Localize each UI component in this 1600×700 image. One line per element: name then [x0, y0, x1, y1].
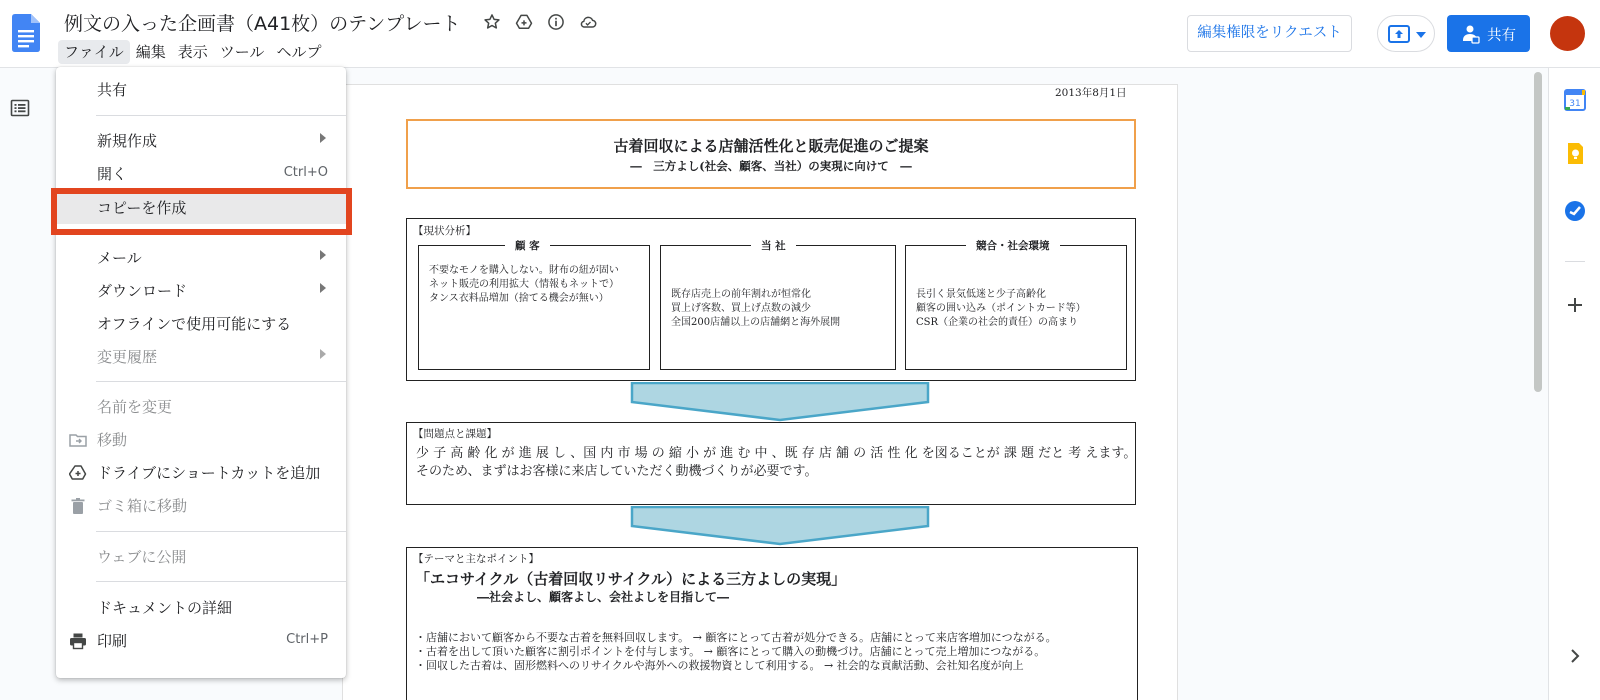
column-label: 競合・社会環境	[966, 238, 1060, 253]
column-line: 全国200店舗以上の店舗網と海外展開	[671, 317, 841, 328]
column-line: 顧客の囲い込み（ポイントカード等）	[916, 303, 1086, 314]
menu-item-version-history[interactable]: 変更履歴	[56, 340, 346, 373]
trash-icon	[69, 497, 87, 515]
menu-item-offline[interactable]: オフラインで使用可能にする	[97, 315, 292, 333]
menu-separator	[96, 531, 346, 532]
competition-column	[905, 240, 1127, 370]
theme-heading: 【テーマと主なポイント】	[413, 553, 539, 565]
keep-icon[interactable]	[1563, 142, 1587, 166]
header	[0, 0, 1600, 68]
theme-title: 「エコサイクル（古着回収リサイクル）による三方よしの実現」	[415, 570, 847, 588]
menu-separator	[96, 115, 346, 116]
column-line: 長引く景気低迷と少子高齢化	[916, 289, 1046, 300]
flow-arrow-icon	[630, 506, 930, 546]
proposal-title-box	[406, 119, 1136, 189]
file-menu	[56, 67, 346, 678]
add-addon-icon[interactable]	[1563, 293, 1587, 317]
menu-view[interactable]: 表示	[177, 43, 208, 61]
menu-item-make-copy[interactable]: コピーを作成	[56, 191, 346, 224]
account-avatar[interactable]	[1550, 16, 1585, 51]
menu-item-email[interactable]: メール	[56, 241, 346, 274]
column-line: タンス衣料品増加（捨てる機会が無い）	[429, 293, 609, 304]
theme-subtitle: ―社会よし、顧客よし、会社よしを目指して―	[477, 590, 730, 604]
side-panel-divider	[1565, 261, 1585, 262]
menu-item-publish[interactable]: ウェブに公開	[97, 548, 187, 566]
submenu-arrow-icon	[320, 133, 326, 143]
move-folder-icon	[69, 431, 87, 449]
proposal-title: 古着回収による店舗活性化と販売促進のご提案	[613, 137, 929, 155]
menu-edit[interactable]: 編集	[135, 43, 166, 61]
analysis-heading: 【現状分析】	[413, 225, 476, 237]
present-icon	[1388, 25, 1410, 43]
scrollbar-thumb[interactable]	[1534, 72, 1542, 392]
menu-item-add-shortcut[interactable]: ドライブにショートカットを追加	[56, 456, 346, 489]
svg-text:31: 31	[1569, 99, 1581, 109]
menu-separator	[96, 381, 346, 382]
star-icon[interactable]	[482, 12, 502, 32]
theme-section	[406, 547, 1138, 700]
menu-item-details[interactable]: ドキュメントの詳細	[97, 599, 233, 617]
chevron-right-icon[interactable]	[1563, 644, 1587, 668]
proposal-subtitle: ― 三方よし(社会、顧客、当社）の実現に向けて ―	[630, 159, 912, 173]
make-copy-highlight-frame	[51, 188, 352, 235]
problem-heading: 【問題点と課題】	[413, 428, 497, 440]
menu-item-new[interactable]: 新規作成	[56, 124, 346, 157]
side-panel	[1548, 68, 1600, 700]
problem-section	[406, 422, 1136, 505]
cloud-saved-icon[interactable]	[578, 12, 598, 32]
menu-item-download[interactable]: ダウンロード	[56, 274, 346, 307]
column-line: ネット販売の利用拡大（情報もネットで）	[429, 279, 619, 290]
move-to-drive-icon[interactable]	[514, 12, 534, 32]
theme-bullet: ・古着を出して頂いた顧客に割引ポイントを付与します。 → 顧客にとって購入の動機づけ。店舗にとって売上増加につながる。	[415, 645, 1046, 658]
menu-help[interactable]: ヘルプ	[276, 43, 322, 61]
info-icon[interactable]	[546, 12, 566, 32]
menu-item-print[interactable]: 印刷 Ctrl+P	[56, 624, 346, 657]
menu-item-move[interactable]: 移動	[56, 423, 346, 456]
menu-item-trash[interactable]: ゴミ箱に移動	[56, 489, 346, 522]
document-page[interactable]	[342, 84, 1178, 700]
menu-separator	[96, 581, 346, 582]
column-line: 不要なモノを購入しない。財布の紐が固い	[429, 265, 619, 276]
column-line: 既存店売上の前年割れが恒常化	[671, 289, 811, 300]
column-line: 買上げ客数、買上げ点数の減少	[671, 303, 811, 314]
theme-bullet: ・回収した古着は、固形燃料へのリサイクルや海外への救援物資として利用する。 → 社会的な貢献活動、会社知名度が向上	[415, 659, 1024, 672]
menu-tools[interactable]: ツール	[219, 43, 265, 61]
menu-item-open[interactable]: 開く Ctrl+O	[97, 165, 328, 183]
present-button[interactable]	[1377, 15, 1435, 52]
share-button-label: 共有	[1487, 28, 1516, 44]
menu-item-share[interactable]: 共有	[97, 81, 128, 99]
problem-line: 少 子 高 齢 化 が 進 展 し 、国 内 市 場 の 縮 小 が 進 む 中 、既 存 店 舗 の 活 性 化 を図ることが 課 題 だと 考 えます。	[416, 446, 1137, 461]
analysis-section	[406, 218, 1136, 381]
request-edit-access-button[interactable]: 編集権限をリクエスト	[1187, 15, 1352, 52]
docs-logo-icon[interactable]	[12, 14, 40, 52]
share-button[interactable]	[1447, 15, 1530, 52]
calendar-icon[interactable]	[1563, 88, 1587, 112]
document-title[interactable]: 例文の入った企画書（A41枚）のテンプレート	[64, 13, 461, 35]
customer-column	[418, 240, 650, 370]
tasks-icon[interactable]	[1563, 199, 1587, 223]
submenu-arrow-icon	[320, 250, 326, 260]
flow-arrow-icon	[630, 382, 930, 422]
column-label: 顧 客	[505, 238, 550, 253]
chevron-down-icon	[1416, 32, 1426, 38]
print-icon	[69, 632, 87, 650]
company-column	[660, 240, 896, 370]
lock-person-icon	[1462, 24, 1480, 44]
menu-file[interactable]: ファイル	[58, 40, 130, 64]
column-label: 当 社	[751, 238, 796, 253]
problem-line: そのため、まずはお客様に来店していただく動機づくりが必要です。	[416, 464, 818, 479]
drive-shortcut-icon	[69, 464, 87, 482]
document-date: 2013年8月1日	[1055, 87, 1127, 99]
theme-bullet: ・店舗において顧客から不要な古着を無料回収します。 → 顧客にとって古着が処分できる。店舗にとって来店客増加につながる。	[415, 631, 1057, 644]
submenu-arrow-icon	[320, 349, 326, 359]
submenu-arrow-icon	[320, 283, 326, 293]
menu-item-rename[interactable]: 名前を変更	[97, 398, 173, 416]
column-line: CSR（企業の社会的責任）の高まり	[916, 317, 1079, 328]
document-outline-icon[interactable]	[10, 98, 30, 118]
menubar	[58, 40, 327, 64]
